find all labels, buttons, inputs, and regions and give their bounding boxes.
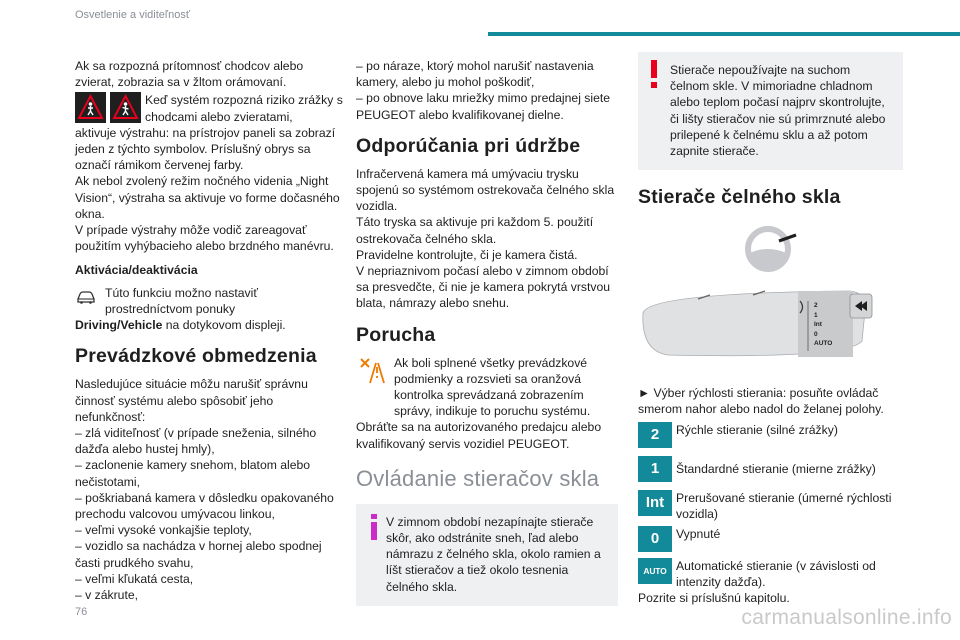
lever-label: AUTO <box>814 340 833 348</box>
lever-label: 0 <box>814 330 818 338</box>
speed-text: Rýchle stieranie (silné zrážky) <box>676 422 838 437</box>
maintenance-paragraph-2: Táto tryska sa aktivuje pri každom 5. použití ostrekovača čelného skla. <box>356 215 594 246</box>
warning-text: Stierače nepoužívajte na suchom čelnom skle. V mimoriadne chladnom alebo teplom počasí najprv skontrolujte, či lišty stieračov nie sú primrznuté alebo prilepené k čelnému sklu a až potom zapnite stierače. <box>670 63 886 159</box>
activation-heading: Aktivácia/deaktivácia <box>75 263 198 278</box>
wiper-lever-illustration <box>638 287 903 369</box>
speed-badge: Int <box>638 490 672 516</box>
lever-position-labels <box>814 301 832 349</box>
warning-box <box>638 52 903 170</box>
speed-item <box>638 490 903 522</box>
limits-list <box>75 425 343 603</box>
header-accent-bar <box>488 32 960 36</box>
column-middle <box>356 58 618 606</box>
fault-row <box>356 355 618 420</box>
info-icon <box>370 514 378 544</box>
list-item: – vozidlo sa nachádza v hornej alebo spodnej časti prudkého svahu, <box>75 539 322 570</box>
windscreen-wipers-heading: Stierače čelného skla <box>638 186 841 209</box>
list-item: – zaclonenie kamery snehom, blatom alebo nečistotami, <box>75 458 311 489</box>
speed-text: Automatické stieranie (v závislosti od intenzity dažďa). <box>676 559 876 590</box>
maintenance-paragraph-4: V nepriaznivom počasí alebo v zimnom období sa presvedčte, či nie je kamera pokrytá vrstvou blata, námrazy alebo snehu. <box>356 264 611 311</box>
column-left <box>75 58 343 603</box>
speed-item <box>638 526 903 552</box>
list-item: – zlá viditeľnosť (v prípade sneženia, silného dažďa alebo hustej hmly), <box>75 426 317 457</box>
activation-text-start: Túto funkciu možno nastaviť prostredníctvom ponuky <box>105 285 258 316</box>
maintenance-heading: Odporúčania pri údržbe <box>356 134 581 157</box>
speed-intro: ► Výber rýchlosti stierania: posuňte ovládač smerom nahor alebo nadol do želanej polohy. <box>638 386 884 417</box>
fault-icon <box>356 355 394 389</box>
list-item: – veľmi vysoké vonkajšie teploty, <box>75 523 252 538</box>
watermark: carmanualsonline.info <box>741 606 952 629</box>
speed-text: Štandardné stieranie (mierne zrážky) <box>676 461 876 476</box>
list-item: – v zákrute, <box>75 588 138 603</box>
car-settings-icon <box>75 285 105 309</box>
steering-wheel-icon <box>638 223 903 287</box>
list-item: – po náraze, ktorý mohol narušiť nastavenia kamery, alebo ju mohol poškodiť, <box>356 59 594 90</box>
paragraph-night-vision: Ak nebol zvolený režim nočného videnia „Night Vision“, výstraha sa aktivuje vo forme dočasného okna. <box>75 174 340 221</box>
list-item: – po obnove laku mriežky mimo predajnej siete PEUGEOT alebo kvalifikovanej dielne. <box>356 91 611 122</box>
activation-row <box>75 285 343 317</box>
speed-item <box>638 422 903 448</box>
limits-intro: Nasledujúce situácie môžu narušiť správnu činnosť systému alebo spôsobiť jeho nefunkčnosť: <box>75 377 308 424</box>
wiper-controls-heading: Ovládanie stieračov skla <box>356 465 600 491</box>
column-right <box>638 58 903 607</box>
collision-warning-symbols <box>75 92 141 123</box>
limits-heading: Prevádzkové obmedzenia <box>75 345 317 368</box>
lever-label: Int <box>814 321 822 329</box>
speed-item <box>638 456 903 482</box>
speed-badge: AUTO <box>638 558 672 584</box>
page-header-title: Osvetlenie a viditeľnosť <box>75 9 190 21</box>
activation-menu-name: Driving/Vehicle <box>75 318 163 333</box>
speed-badge: 1 <box>638 456 672 482</box>
collision-warning-row <box>75 92 343 124</box>
info-box <box>356 504 618 606</box>
speed-badge: 2 <box>638 422 672 448</box>
collision-warning-lead: Keď systém rozpozná riziko zrážky s chodcami alebo zvieratami, <box>145 93 343 124</box>
pedestrian-warning-icon <box>75 92 106 123</box>
paragraph-warning-activation: aktivuje výstrahu: na prístrojov paneli sa zobrazí jeden z týchto symbolov. Príslušný obrys sa označí rámikom červenej farby. <box>75 125 336 173</box>
speed-item <box>638 558 903 590</box>
list-item: – veľmi kľukatá cesta, <box>75 571 194 586</box>
activation-text-end: na dotykovom displeji. <box>162 318 286 333</box>
maintenance-paragraph-1: Infračervená kamera má umývaciu trysku spojenú so systémom ostrekovača čelného skla vozidla. <box>356 166 615 214</box>
animal-warning-icon <box>110 92 141 123</box>
see-chapter-text: Pozrite si príslušnú kapitolu. <box>638 591 790 606</box>
speed-text: Vypnuté <box>676 527 721 542</box>
speed-text: Prerušované stieranie (úmerné rýchlosti vozidla) <box>676 490 892 521</box>
lever-label: 2 <box>814 302 818 310</box>
activation-text-block <box>75 317 343 333</box>
maintenance-paragraph-3: Pravidelne kontrolujte, či je kamera čistá. <box>356 247 578 262</box>
fault-text: Ak boli splnené všetky prevádzkové podmienky a rozsvieti sa oranžová kontrolka sprevádzaná zobrazením správy, indikuje to poruchu systému. <box>394 355 591 419</box>
list-item: – poškriabaná kamera v dôsledku opakovaného prechodu valcovou umývacou linkou, <box>75 490 334 522</box>
speed-badge: 0 <box>638 526 672 552</box>
lever-label: 1 <box>814 311 818 319</box>
info-text: V zimnom období nezapínajte stierače skôr, ako odstránite sneh, ľad alebo námrazu z čelného skla, okolo ramien a líšt stieračov a tiež okolo tesnenia čelného skla. <box>386 514 601 594</box>
exclamation-icon <box>650 60 658 92</box>
fault-heading: Porucha <box>356 323 436 346</box>
page-number: 76 <box>75 606 88 618</box>
paragraph-driver-reaction: V prípade výstrahy môže vodič zareagovať použitím vyhýbacieho alebo brzdného manévru. <box>75 223 334 254</box>
paragraph-detection: Ak sa rozpozná prítomnosť chodcov alebo zvierat, zobrazia sa v žltom orámovaní. <box>75 59 304 90</box>
fault-paragraph-2: Obráťte sa na autorizovaného predajcu alebo kvalifikovaný servis vozidiel PEUGEOT. <box>356 420 602 451</box>
